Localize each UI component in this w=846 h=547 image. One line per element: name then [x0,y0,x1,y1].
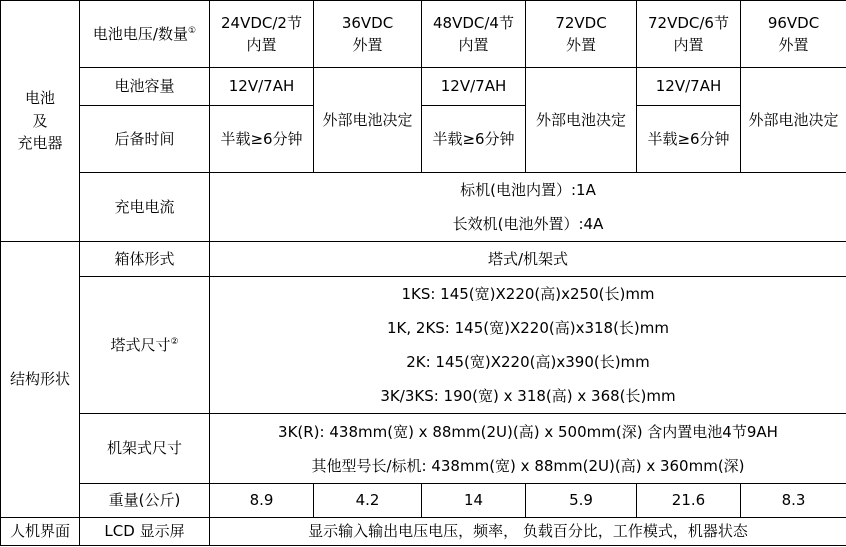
model-placement: 内置 [673,36,704,54]
backup-value: 半载≥6分钟 [210,106,314,173]
external-note: 外部电池决定 [741,68,846,173]
model-voltage: 72VDC [555,13,607,32]
voltage-label: 电池电压/数量 [92,24,188,43]
section-battery-line: 电池 [24,89,55,108]
table-row-backup [1,106,846,173]
model-voltage: 36VDC [341,13,394,32]
row-label-cabinet: 箱体形式 [80,242,210,277]
table-row-charge [1,173,846,242]
table-row-capacity [1,68,846,106]
tower-line: 1K, 2KS: 145(宽)X220(高)x318(长)mm [386,319,670,337]
table-row-voltage [1,1,846,68]
table-row-rack [1,414,846,484]
model-placement: 内置 [246,36,277,54]
footnote-mark: ② [170,336,179,347]
backup-value: 半载≥6分钟 [637,106,741,173]
capacity-value: 12V/7AH [422,68,526,106]
weight-value: 8.3 [741,484,846,518]
model-voltage: 24VDC/2节 [221,13,302,32]
model-voltage: 72VDC/6节 [648,13,729,32]
table-row-tower [1,277,846,414]
weight-value: 4.2 [314,484,422,518]
row-label-backup: 后备时间 [80,106,210,173]
row-label-rack: 机架式尺寸 [80,414,210,484]
model-cell [741,1,846,68]
row-label-voltage [80,1,210,68]
weight-value: 21.6 [637,484,741,518]
tower-line: 1KS: 145(宽)X220(高)x250(长)mm [401,285,655,303]
row-label-capacity: 电池容量 [80,68,210,106]
tower-value [210,277,846,414]
model-placement: 外置 [565,36,596,54]
charge-line: 标机(电池内置）:1A [460,181,596,199]
charge-line: 长效机(电池外置）:4A [452,215,604,233]
footnote-mark: ① [187,25,197,36]
tower-label: 塔式尺寸 [110,335,171,354]
capacity-value: 12V/7AH [637,68,741,106]
tower-line: 2K: 145(宽)X220(高)x390(长)mm [406,353,650,371]
table-row-weight [1,484,846,518]
backup-value: 半载≥6分钟 [422,106,526,173]
rack-line: 其他型号长/标机: 438mm(宽) x 88mm(2U)(高) x 360mm(深) [311,456,745,475]
section-structure: 结构形状 [1,242,80,518]
section-battery [1,1,80,242]
table-row-cabinet [1,242,846,277]
weight-value: 8.9 [210,484,314,518]
external-note: 外部电池决定 [526,68,637,173]
external-note: 外部电池决定 [314,68,422,173]
model-cell [314,1,422,68]
rack-line: 3K(R): 438mm(宽) x 88mm(2U)(高) x 500mm(深) 含内置电池4节9AH [278,422,778,441]
model-cell [210,1,314,68]
model-placement: 内置 [458,36,489,54]
rack-value [210,414,846,484]
row-label-weight: 重量(公斤) [80,484,210,518]
model-cell [422,1,526,68]
capacity-value: 12V/7AH [210,68,314,106]
row-label-charge: 充电电流 [80,173,210,242]
weight-value: 5.9 [526,484,637,518]
model-placement: 外置 [352,36,383,54]
lcd-value: 显示输入输出电压电压，频率， 负载百分比，工作模式，机器状态 [210,518,846,546]
cabinet-value: 塔式/机架式 [210,242,846,277]
charge-value [210,173,846,242]
section-battery-line: 及 [32,111,48,130]
row-label-lcd: LCD 显示屏 [80,518,210,546]
row-label-tower [80,277,210,414]
model-cell [637,1,741,68]
model-voltage: 96VDC [767,13,820,32]
model-voltage: 48VDC/4节 [433,13,514,32]
section-hmi: 人机界面 [1,518,80,546]
table-row-hmi [1,518,846,546]
model-cell [526,1,637,68]
weight-value: 14 [422,484,526,518]
model-placement: 外置 [778,36,809,54]
section-battery-line: 充电器 [17,134,63,153]
tower-line: 3K/3KS: 190(宽) x 318(高) x 368(长)mm [380,387,676,405]
